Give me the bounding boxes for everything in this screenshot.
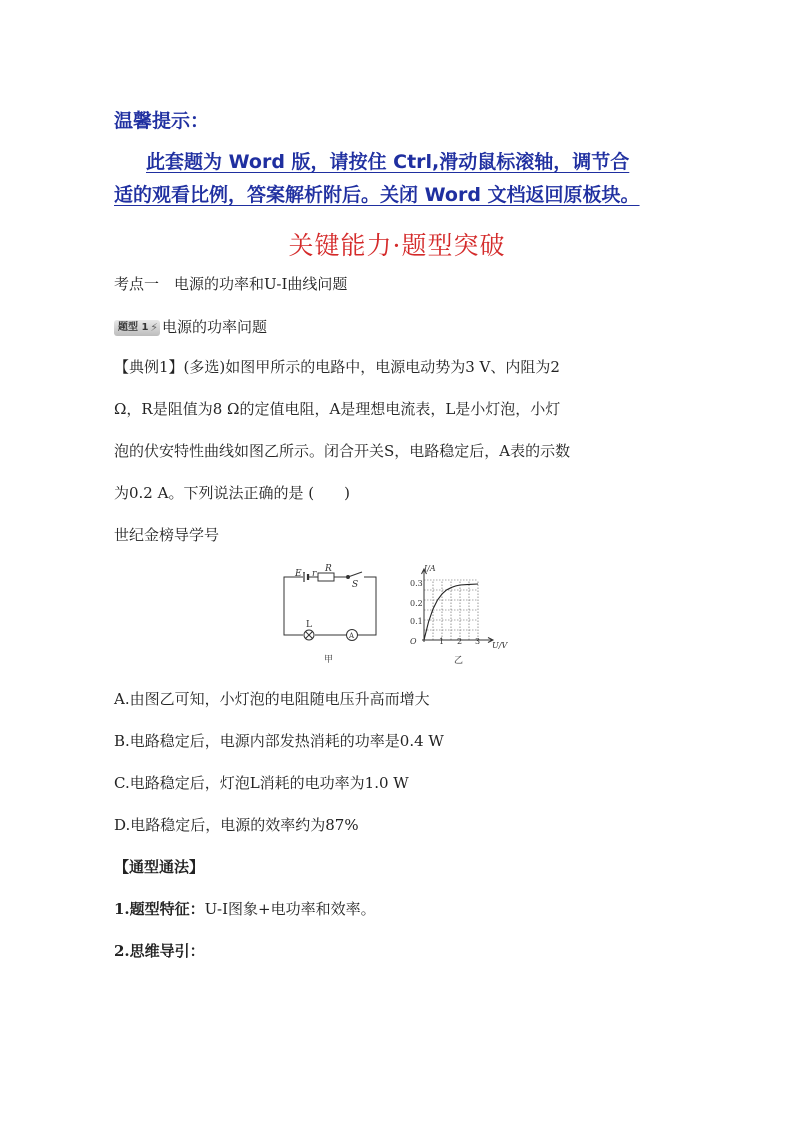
example-line-3: 泡的伏安特性曲线如图乙所示。闭合开关S，电路稳定后，A表的示数 bbox=[114, 442, 571, 460]
origin-label: O bbox=[410, 637, 417, 646]
y-tick-0.1: 0.1 bbox=[410, 617, 423, 626]
x-tick-3: 3 bbox=[475, 637, 481, 646]
example-question bbox=[114, 346, 684, 556]
label-R: R bbox=[325, 564, 332, 574]
tip-title: 温馨提示： bbox=[114, 110, 210, 132]
options-list bbox=[114, 678, 684, 972]
y-axis-label: I/A bbox=[424, 564, 436, 573]
example-line-2: Ω，R是阻值为8 Ω的定值电阻，A是理想电流表，L是小灯泡，小灯 bbox=[114, 400, 561, 418]
method-header: 【通型通法】 bbox=[114, 858, 205, 876]
method-item-1 bbox=[114, 888, 684, 930]
circuit-caption: 甲 bbox=[324, 655, 334, 665]
method-item-1-label: 1.题型特征： bbox=[114, 900, 205, 918]
label-r: r bbox=[312, 569, 317, 579]
tixing-badge: 题型 1 ⚡ bbox=[114, 320, 160, 336]
tip-line-1: 此套题为 Word 版，请按住 Ctrl,滑动鼠标滚轴，调节合 bbox=[146, 151, 630, 173]
bolt-icon: ⚡ bbox=[150, 321, 158, 334]
example-line-5: 世纪金榜导学号 bbox=[114, 526, 220, 544]
section-title: 关键能力·题型突破 bbox=[288, 231, 506, 260]
option-d: D.电路稳定后，电源的效率约为87% bbox=[114, 816, 359, 834]
label-S: S bbox=[352, 580, 359, 590]
method-item-1-text: U-I图象+电功率和效率。 bbox=[204, 900, 376, 918]
x-tick-2: 2 bbox=[457, 637, 463, 646]
kaodian-heading: 考点一 电源的功率和U-I曲线问题 bbox=[114, 275, 348, 293]
figure bbox=[276, 562, 516, 672]
example-line-1: 【典例1】(多选)如图甲所示的电路中，电源电动势为3 V、内阻为2 bbox=[114, 358, 560, 376]
tixing-heading bbox=[114, 316, 267, 337]
iv-graph bbox=[422, 569, 494, 643]
circuit-diagram bbox=[284, 572, 376, 641]
option-b: B.电路稳定后，电源内部发热消耗的功率是0.4 W bbox=[114, 732, 444, 750]
method-item-2: 2.思维导引： bbox=[114, 942, 205, 960]
label-L: L bbox=[306, 620, 312, 630]
graph-caption: 乙 bbox=[454, 656, 464, 666]
x-axis-label: U/V bbox=[492, 641, 508, 650]
example-line-4: 为0.2 A。下列说法正确的是 ( ) bbox=[114, 484, 350, 502]
label-A: A bbox=[349, 632, 355, 640]
option-c: C.电路稳定后，灯泡L消耗的电功率为1.0 W bbox=[114, 774, 409, 792]
x-tick-1: 1 bbox=[439, 637, 445, 646]
tixing-title: 电源的功率问题 bbox=[162, 318, 268, 336]
tip-line-2: 适的观看比例，答案解析附后。关闭 Word 文档返回原板块。 bbox=[114, 184, 640, 206]
y-tick-0.3: 0.3 bbox=[410, 579, 423, 588]
option-a: A.由图乙可知，小灯泡的电阻随电压升高而增大 bbox=[114, 690, 430, 708]
label-E: E bbox=[295, 569, 302, 579]
tip-body bbox=[114, 146, 694, 212]
y-tick-0.2: 0.2 bbox=[410, 599, 423, 608]
